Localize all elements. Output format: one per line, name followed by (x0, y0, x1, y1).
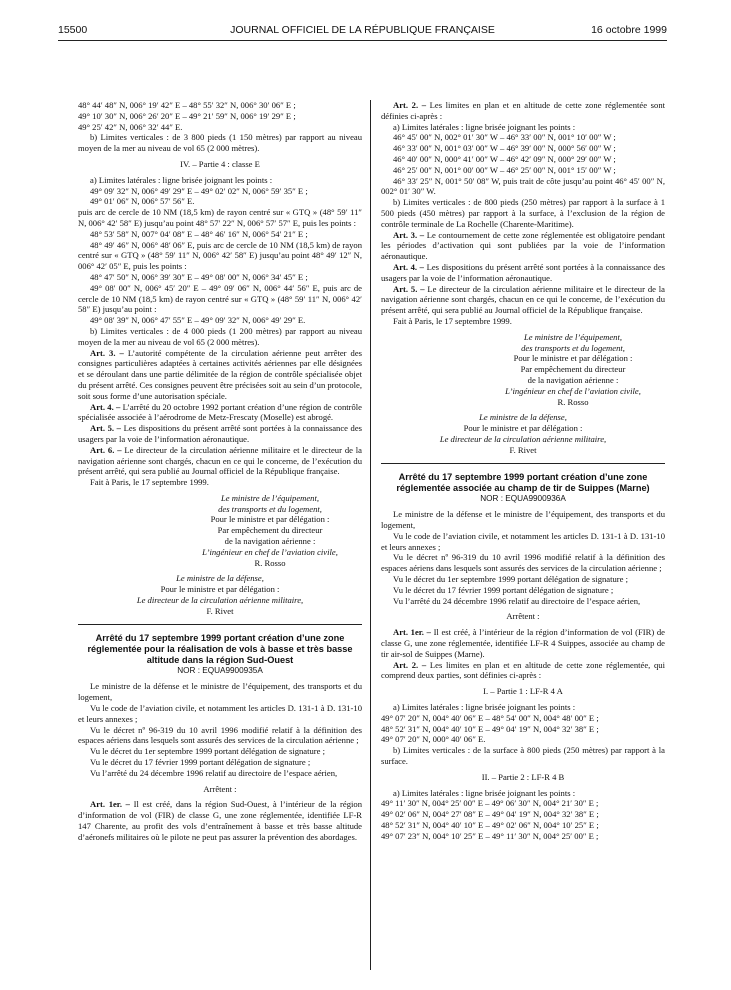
coord-line: 49° 09′ 32″ N, 006° 49′ 29″ E – 49° 02′ 02″ N, 006° 59′ 35″ E ; (90, 185, 308, 196)
article-text: Il est créé, à l’intérieur de la région d’information de vol (FIR) de classe G, une zone réglementée, identifiée LF-R 4 Suippes, associée au champ de tir air-sol de Suippes (Marne). (381, 627, 665, 659)
article-label: Art. 6. – (90, 444, 122, 455)
article-text: Les dispositions du présent arrêté sont portées à la connaissance des usagers par la voie de l’information aéronautique. (78, 423, 362, 444)
preamble-line: Le ministre de la défense et le ministre de l’équipement, des transports et du logement, (381, 509, 665, 531)
section-heading: I. – Partie 1 : LF-R 4 A (483, 686, 563, 697)
coord-line: 48° 44′ 48″ N, 006° 19′ 42″ E – 48° 55′ 32″ N, 006° 30′ 06″ E ; (78, 100, 296, 110)
coord-line: 46° 33′ 00″ N, 001° 03′ 00″ W – 46° 39′ 00″ N, 000° 56′ 00″ W ; (393, 143, 616, 154)
article (78, 348, 362, 402)
preamble-line: Vu l’arrêté du 24 décembre 1996 relatif au directoire de l’espace aérien, (90, 767, 338, 778)
signature-line: Le ministre de la défense, (479, 412, 567, 423)
lateral-limits: a) Limites latérales : ligne brisée joignant les points : (393, 702, 576, 713)
decree-title: Arrêté du 17 septembre 1999 portant création d’une zone réglementée pour la réalisation de vols à basse et très basse altitude dans la région Sud-Ouest (87, 632, 353, 665)
article-label: Art. 1er. – (393, 627, 431, 638)
article (78, 799, 362, 842)
nor-reference: NOR : EQUA9900935A (177, 665, 263, 675)
article-label: Art. 2. – (393, 659, 427, 670)
vertical-limits: b) Limites verticales : de 4 000 pieds (1 200 mètres) par rapport au niveau moyen de la mer au niveau de vol 65 (2 000 mètres). (78, 325, 362, 347)
coord-line: 48° 52′ 31″ N, 004° 40′ 10″ E – 49° 02′ 06″ N, 004° 10′ 25″ E ; (381, 820, 599, 831)
header-rule (58, 40, 667, 41)
lateral-limits: a) Limites latérales : ligne brisée joignant les points : (393, 121, 576, 132)
coord-text: 49° 08′ 00″ N, 006° 45′ 20″ E – 49° 09′ 06″ N, 006° 44′ 56″ E, puis arc de cercle de 10 NM (18,5 km) de rayon centré sur « GTQ » (48° 59′ 11″ N, 006° 42′ 58″ E) jusqu’au point : (78, 282, 362, 315)
signature-line: des transports et du logement, (218, 503, 322, 514)
left-column (78, 100, 362, 843)
article-label: Art. 2. – (393, 100, 426, 110)
journal-title: JOURNAL OFFICIEL DE LA RÉPUBLIQUE FRANÇAISE (230, 24, 495, 36)
signature-line: L’ingénieur en chef de l’aviation civile, (202, 546, 338, 557)
coord-line: 49° 07′ 23″ N, 004° 10′ 25″ E – 49° 11′ 30″ N, 004° 25′ 00″ E ; (381, 830, 599, 841)
article-text: Le directeur de la circulation aérienne militaire et le directeur de la navigation aérienne sont chargés, chacun en ce qui le concerne, de l’exécution du présent arrêté, qui sera publié au Journal officiel de la République française. (381, 283, 665, 316)
coord-line: 46° 40′ 00″ N, 000° 41′ 00″ W – 46° 42′ 09″ N, 000° 29′ 00″ W ; (393, 153, 616, 164)
nor-reference: NOR : EQUA9900936A (480, 493, 566, 503)
decree-title: Arrêté du 17 septembre 1999 portant création d’une zone réglementée associée au champ de tir de Suippes (Marne) (396, 471, 650, 493)
signature-line: Par empêchement du directeur (520, 364, 626, 375)
article-text: Le contournement de cette zone réglementée est obligatoire pendant les périodes d’activation qui sont publiées par la voie de l’information aéronautique. (381, 229, 665, 262)
preamble-line: Vu le décret du 1er septembre 1999 portant délégation de signature ; (90, 746, 326, 757)
coord-line: 49° 01′ 06″ N, 006° 57′ 56″ E. (90, 196, 195, 207)
article (78, 445, 362, 477)
coord-line: 48° 52′ 31″ N, 004° 40′ 10″ E – 49° 04′ 19″ N, 004° 32′ 38″ E ; (381, 723, 599, 734)
signature-line: Par empêchement du directeur (217, 525, 323, 536)
signature-line: de la navigation aérienne : (224, 536, 316, 547)
coord-line: 46° 45′ 00″ N, 002° 01′ 30″ W – 46° 33′ 00″ N, 001° 10′ 00″ W ; (393, 132, 616, 143)
article (78, 423, 362, 445)
issue-date: 16 octobre 1999 (591, 24, 667, 36)
signature-line: Le ministre de la défense, (176, 573, 264, 584)
vertical-limits: b) Limites verticales : de la surface à 800 pieds (250 mètres) par rapport à la surface. (381, 745, 665, 767)
article-text: Les limites en plan et en altitude de cette zone réglementée, qui comprend deux parties, sont définies ci-après : (381, 659, 665, 681)
signatory-name: F. Rivet (206, 605, 234, 616)
coord-line: 49° 07′ 20″ N, 004° 40′ 06″ E – 48° 54′ 00″ N, 004° 48′ 00″ E ; (381, 712, 599, 723)
decree-separator (381, 463, 665, 464)
signature-line: Le directeur de la circulation aérienne militaire, (136, 595, 304, 606)
article-text: L’arrêté du 20 octobre 1992 portant création d’une région de contrôle spécialisée associée à l’aérodrome de Metz-Frescaty (Moselle) est abrogé. (78, 401, 362, 423)
article-label: Art. 3. – (393, 229, 425, 240)
lateral-limits: a) Limites latérales : ligne brisée joignant les points : (393, 787, 576, 798)
coord-text: puis arc de cercle de 10 NM (18,5 km) de rayon centré sur « GTQ » (48° 59′ 11″ N, 006° 42′ 58″ E) jusqu’au point 48° 57′ 22″ N, 006° 57′ 57″ E, puis les points : (78, 207, 362, 228)
coord-text: 46° 33′ 25″ N, 001° 50′ 08″ W, puis trait de côte jusqu’au point 46° 45′ 00″ N, 002° 01′ 30″ W. (381, 175, 665, 197)
page-number: 15500 (58, 24, 88, 36)
article (381, 100, 665, 122)
coord-line: 49° 25′ 42″ N, 006° 32′ 44″ E. (78, 121, 183, 132)
signature-line: Le directeur de la circulation aérienne militaire, (439, 433, 607, 444)
right-column (381, 100, 665, 842)
preamble-line: Vu le décret nº 96-319 du 10 avril 1996 modifié relatif à la définition des espaces aériens dans lesquels sont assurés des services de la circulation aérienne ; (381, 552, 665, 574)
vertical-limits: b) Limites verticales : de 3 800 pieds (1 150 mètres) par rapport au niveau moyen de la mer au niveau de vol 65 (2 000 mètres). (78, 132, 362, 154)
article-text: L’autorité compétente de la circulation aérienne peut arrêter des consignes particulières adaptées à certaines activités aériennes par elle désignées et se déroulant dans une partie délimitée de la région de contrôle spécialisée objet du présent arrêté. Ces consignes peuvent être précisées soit au sein d’un protocole, soit sous forme d’une autorisation spéciale. (78, 347, 362, 401)
signature-date: Fait à Paris, le 17 septembre 1999. (393, 315, 512, 326)
signatory-name: R. Rosso (254, 557, 286, 568)
coord-line: 49° 07′ 20″ N, 000° 40′ 06″ E. (381, 734, 486, 745)
page-header (58, 24, 667, 38)
column-divider (370, 100, 371, 970)
preamble-line: Le ministre de la défense et le ministre de l’équipement, des transports et du logement, (78, 681, 362, 703)
coord-line: 49° 10′ 30″ N, 006° 26′ 20″ E – 49° 21′ 59″ N, 006° 19′ 29″ E ; (78, 110, 296, 121)
article (381, 660, 665, 682)
coord-text: 48° 49′ 46″ N, 006° 48′ 06″ E, puis arc de cercle de 10 NM (18,5 km) de rayon centré sur « GTQ » (48° 59′ 11″ N, 006° 42′ 58″ E) jusqu’au point 48° 49′ 12″ N, 006° 42′ 05″ E, puis les points : (78, 239, 362, 272)
preamble-line: Vu le décret nº 96-319 du 10 avril 1996 modifié relatif à la définition des espaces aériens dans lesquels sont assurés des services de la circulation aérienne ; (78, 724, 362, 746)
article-label: Art. 4. – (393, 261, 424, 272)
coord-line: 49° 02′ 06″ N, 004° 27′ 08″ E – 49° 04′ 19″ N, 004° 32′ 38″ E ; (381, 809, 599, 820)
article-text: Le directeur de la circulation aérienne militaire et le directeur de la navigation aérienne sont chargés, chacun en ce qui le concerne, de l’exécution du présent arrêté, qui sera publié au Journal officiel de la République française. (78, 444, 362, 477)
signature-line: Pour le ministre et par délégation : (513, 353, 633, 364)
section-heading: IV. – Partie 4 : classe E (180, 158, 260, 169)
lateral-limits: a) Limites latérales : ligne brisée joignant les points : (90, 174, 273, 185)
signature-line: Le ministre de l’équipement, (523, 331, 622, 342)
decree-separator (78, 624, 362, 625)
preamble-line: Vu le décret du 17 février 1999 portant délégation de signature ; (393, 584, 614, 595)
signature-line: Le ministre de l’équipement, (220, 492, 319, 503)
signatory-name: R. Rosso (557, 396, 589, 407)
signature-line: L’ingénieur en chef de l’aviation civile, (505, 385, 641, 396)
signature-date: Fait à Paris, le 17 septembre 1999. (90, 477, 209, 488)
coord-line: 48° 47′ 50″ N, 006° 39′ 30″ E – 49° 08′ 00″ N, 006° 34′ 45″ E ; (90, 271, 308, 282)
preamble-line: Vu l’arrêté du 24 décembre 1996 relatif au directoire de l’espace aérien, (393, 595, 641, 606)
article-text: Il est créé, dans la région Sud-Ouest, à l’intérieur de la région d’information de vol (FIR) de classe G, une zone réglementée, identifiée LF-R 147 Charente, au profit des vols d’entraînement à basse et très basse altitude d’aéronefs militaires où le pilote ne peut pas assurer la prévention des abordages. (78, 799, 362, 842)
article (78, 402, 362, 424)
coord-line: 49° 08′ 39″ N, 006° 47′ 55″ E – 49° 09′ 32″ N, 006° 49′ 29″ E. (90, 315, 306, 326)
coord-line: 49° 11′ 30″ N, 004° 25′ 00″ E – 49° 06′ 30″ N, 004° 21′ 30″ E ; (381, 798, 599, 809)
preamble-line: Vu le code de l’aviation civile, et notamment les articles D. 131-1 à D. 131-10 et leurs annexes ; (78, 703, 362, 724)
signature-line: des transports et du logement, (521, 342, 625, 353)
preamble-line: Vu le décret du 1er septembre 1999 portant délégation de signature ; (393, 574, 629, 585)
article (381, 230, 665, 262)
vertical-limits: b) Limites verticales : de 800 pieds (250 mètres) par rapport à la surface à 1 500 pieds (450 mètres) par rapport à la surface, à l’exclusion de la région de contrôle terminale de La Rochelle (Charente-Maritime). (381, 197, 665, 229)
arretent: Arrêtent : (506, 611, 540, 622)
arretent: Arrêtent : (203, 783, 237, 794)
article (381, 284, 665, 316)
signature-line: Pour le ministre et par délégation : (210, 514, 330, 525)
article-text: Les limites en plan et en altitude de cette zone réglementée sont définies ci-après : (381, 100, 665, 121)
coord-line: 46° 25′ 00″ N, 001° 00′ 00″ W – 46° 25′ 00″ N, 001° 15′ 00″ W ; (393, 164, 616, 175)
signature-line: Pour le ministre et par délégation : (463, 423, 583, 434)
signature-line: de la navigation aérienne : (527, 374, 619, 385)
article (381, 627, 665, 659)
preamble-line: Vu le code de l’aviation civile, et notamment les articles D. 131-1 à D. 131-10 et leurs annexes ; (381, 530, 665, 552)
article-label: Art. 1er. – (90, 799, 130, 810)
article-label: Art. 5. – (393, 283, 425, 294)
article-text: Les dispositions du présent arrêté sont portées à la connaissance des usagers par la voie de l’information aéronautique. (381, 261, 665, 283)
signature-line: Pour le ministre et par délégation : (160, 584, 280, 595)
article-label: Art. 4. – (90, 401, 121, 412)
coord-line: 48° 53′ 58″ N, 007° 04′ 08″ E – 48° 46′ 16″ N, 006° 54′ 21″ E ; (90, 228, 308, 239)
section-heading: II. – Partie 2 : LF-R 4 B (481, 771, 565, 782)
article-label: Art. 5. – (90, 423, 121, 434)
article-label: Art. 3. – (90, 347, 124, 358)
signatory-name: F. Rivet (509, 444, 537, 455)
preamble-line: Vu le décret du 17 février 1999 portant délégation de signature ; (90, 757, 311, 768)
article (381, 262, 665, 284)
